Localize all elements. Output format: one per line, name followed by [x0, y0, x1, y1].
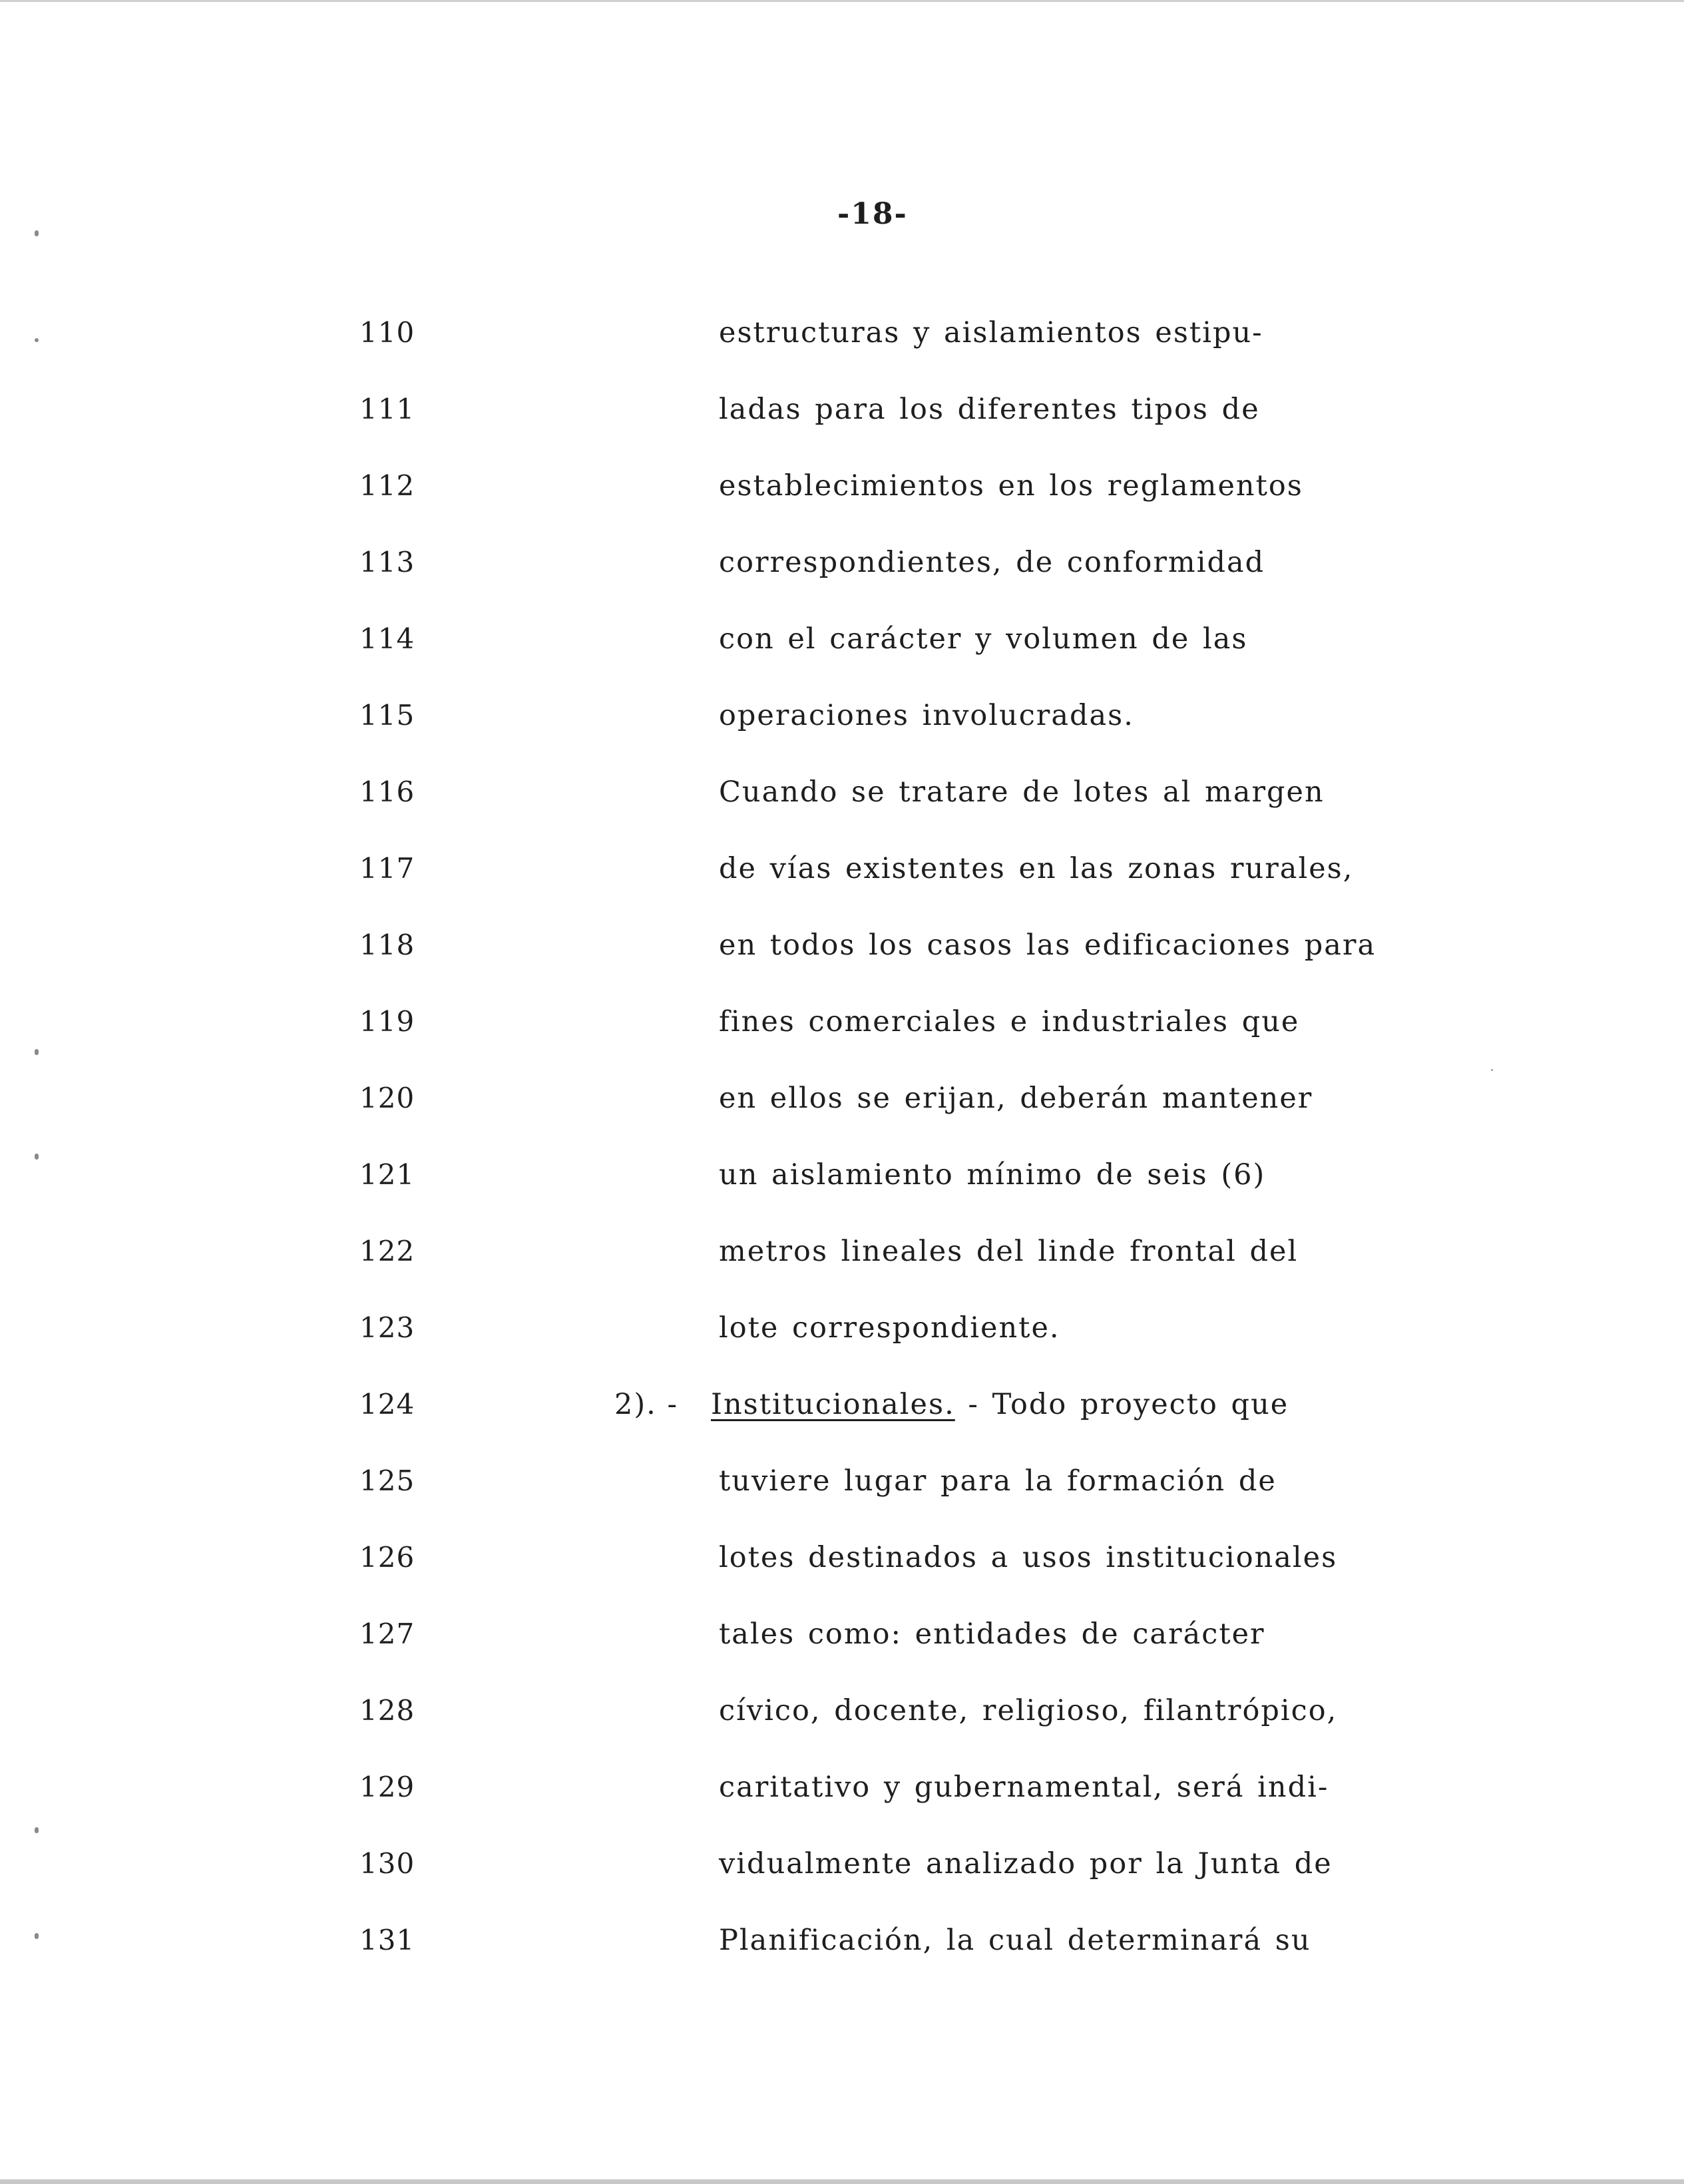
line-text: caritativo y gubernamental, será indi-: [719, 1771, 1329, 1804]
line-text: en ellos se erijan, deberán mantener: [719, 1082, 1313, 1115]
text-line: [0, 696, 1684, 772]
text-line: [0, 1155, 1684, 1231]
text-line: [0, 925, 1684, 1002]
line-text: [711, 1385, 1289, 1424]
line-number: 123: [359, 1311, 415, 1344]
line-number: 119: [359, 1005, 415, 1038]
line-number: 128: [359, 1694, 415, 1727]
line-text: vidualmente analizado por la Junta de: [719, 1847, 1333, 1880]
line-text: en todos los casos las edificaciones para: [719, 929, 1376, 962]
line-number: 113: [359, 546, 415, 578]
line-number: 112: [359, 469, 415, 502]
top-edge: [0, 0, 1684, 2]
text-line: [0, 543, 1684, 619]
line-number: 120: [359, 1082, 415, 1114]
line-number: 129: [359, 1771, 415, 1803]
text-line: [0, 389, 1684, 466]
text-line: [0, 1538, 1684, 1614]
line-text: de vías existentes en las zonas rurales,: [719, 852, 1354, 885]
item-marker: 2). -: [614, 1388, 678, 1421]
line-number: 118: [359, 929, 415, 961]
line-number: 130: [359, 1847, 415, 1880]
text-line: [0, 1691, 1684, 1767]
text-line: [0, 313, 1684, 389]
line-number: 121: [359, 1158, 415, 1191]
line-text: correspondientes, de conformidad: [719, 546, 1265, 579]
text-line: [0, 849, 1684, 925]
text-line: [0, 1308, 1684, 1385]
text-line: [0, 1920, 1684, 1997]
text-line: [0, 466, 1684, 543]
line-number: 131: [359, 1924, 415, 1956]
line-number: 122: [359, 1235, 415, 1267]
bottom-edge: [0, 2179, 1684, 2184]
line-number: 125: [359, 1464, 415, 1497]
line-text: metros lineales del linde frontal del: [719, 1235, 1299, 1268]
line-text: un aislamiento mínimo de seis (6): [719, 1158, 1266, 1192]
text-line: [0, 1461, 1684, 1538]
numbered-text-body: [0, 313, 1684, 1997]
line-text-rest: - Todo proyecto que: [954, 1388, 1289, 1421]
line-number: 124: [359, 1388, 415, 1420]
line-number: 127: [359, 1618, 415, 1650]
line-text: tuviere lugar para la formación de: [719, 1464, 1277, 1498]
line-text: fines comerciales e industriales que: [719, 1005, 1300, 1038]
page-number: -18-: [837, 197, 908, 231]
line-number: 115: [359, 699, 415, 732]
text-line: [0, 772, 1684, 849]
line-text: tales como: entidades de carácter: [719, 1618, 1265, 1651]
line-text: ladas para los diferentes tipos de: [719, 393, 1260, 426]
line-number: 126: [359, 1541, 415, 1574]
margin-mark: [35, 230, 39, 236]
text-line: [0, 619, 1684, 696]
line-text: establecimientos en los reglamentos: [719, 469, 1303, 503]
text-line: [0, 1767, 1684, 1844]
line-text: cívico, docente, religioso, filantrópico,: [719, 1694, 1338, 1727]
text-line: [0, 1231, 1684, 1308]
text-line: [0, 1002, 1684, 1078]
line-text: con el carácter y volumen de las: [719, 622, 1248, 656]
line-number: 117: [359, 852, 415, 885]
line-number: 116: [359, 775, 415, 808]
section-heading: Institucionales.: [711, 1388, 955, 1421]
line-number: 114: [359, 622, 415, 655]
line-text: lote correspondiente.: [719, 1311, 1060, 1345]
line-number: 110: [359, 316, 415, 349]
text-line: [0, 1385, 1684, 1461]
line-text: lotes destinados a usos institucionales: [719, 1541, 1338, 1574]
line-text: Cuando se tratare de lotes al margen: [719, 775, 1325, 809]
line-text: operaciones involucradas.: [719, 699, 1134, 732]
text-line: [0, 1614, 1684, 1691]
line-text: estructuras y aislamientos estipu-: [719, 316, 1263, 349]
line-text: Planificación, la cual determinará su: [719, 1924, 1311, 1957]
text-line: [0, 1078, 1684, 1155]
line-number: 111: [359, 393, 415, 425]
text-line: [0, 1844, 1684, 1920]
